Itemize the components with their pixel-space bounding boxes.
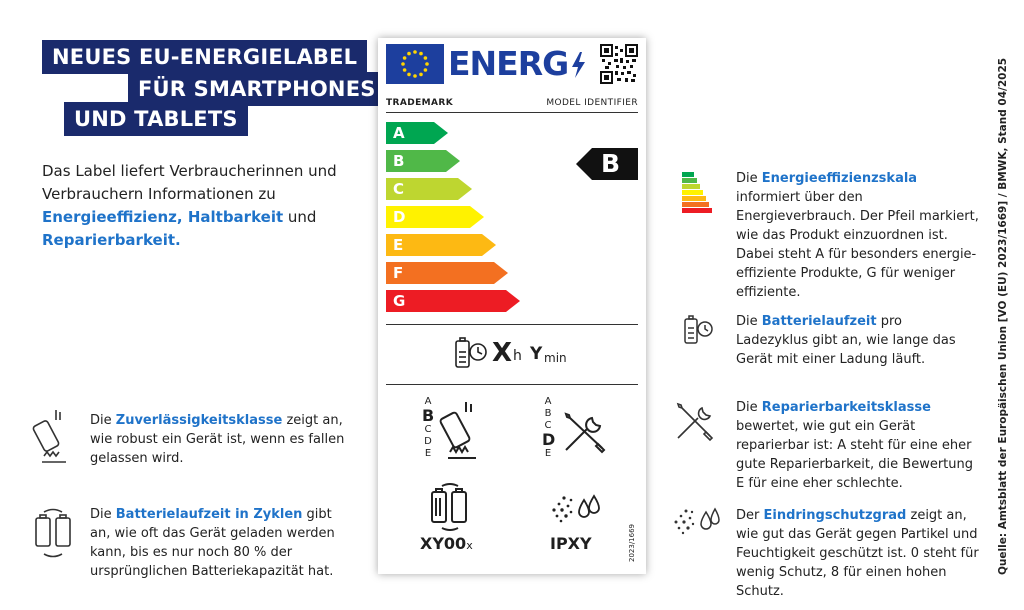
efficiency-class-letter: A [393, 124, 405, 142]
battery-runtime-description: Die Batterielaufzeit pro Ladezyklus gibt an, wie lange das Gerät mit einer Ladung läuft. [736, 314, 956, 367]
title-line-1: NEUES EU-ENERGIELABEL [42, 40, 367, 74]
efficiency-scale-description: Die Energieeffizienzskala informiert über den Energieverbrauch. Der Pfeil markiert, wie das Produkt einzuordnen ist. Dabei steht A für besonders energie-effiziente Produkte, G für weniger effiziente. [736, 171, 979, 300]
ip-value: IPXY [550, 534, 592, 553]
repairability-scale: A B C D E [542, 396, 556, 459]
cycles-value: XY00x [420, 534, 473, 553]
efficiency-class-c [386, 178, 472, 200]
energy-label [378, 38, 646, 574]
trademark-text: TRADEMARK [386, 98, 454, 108]
efficiency-class-d [386, 206, 484, 228]
tools-icon [562, 410, 610, 456]
title-line-3: UND TABLETS [64, 102, 248, 136]
label-header [386, 44, 638, 84]
dust-water-icon [550, 492, 606, 526]
efficiency-class-letter: B [393, 152, 405, 170]
battery-clock-icon [452, 336, 488, 370]
efficiency-class-b [386, 150, 460, 172]
efficiency-class-g [386, 290, 520, 312]
repairability-description: Die Reparierbarkeitsklasse bewertet, wie gut ein Gerät reparierbar ist: A steht für eine eher gute Reparierbarkeit, die Bewertung E für eine eher schlechte. [736, 400, 973, 491]
drop-phone-icon [438, 398, 486, 464]
rating-letter: B [601, 149, 621, 178]
efficiency-class-letter: E [393, 236, 404, 254]
battery-minutes-unit: min [544, 351, 567, 365]
tools-icon [674, 402, 718, 444]
efficiency-class-a [386, 122, 448, 144]
efficiency-class-letter: G [393, 292, 406, 310]
title-line-2: FÜR SMARTPHONES [128, 72, 386, 106]
efficiency-scale-icon [682, 172, 712, 216]
efficiency-class-letter: F [393, 264, 404, 282]
label-divider [386, 384, 638, 385]
rating-arrow [576, 148, 638, 180]
battery-endurance-row [452, 336, 582, 370]
battery-cycles-description: Die Batterielaufzeit in Zyklen gibt an, wie oft das Gerät geladen werden kann, bis es nur noch 80 % der ursprünglichen Batteriekapazität hat. [90, 507, 335, 579]
dust-water-icon [672, 506, 724, 538]
label-divider [386, 112, 638, 113]
eu-flag-icon [386, 44, 444, 84]
energ-logo: ENERG [448, 44, 598, 84]
reliability-scale: A B C D E [422, 396, 435, 459]
efficiency-class-e [386, 234, 496, 256]
battery-hours-unit: h [513, 348, 522, 364]
battery-cycles-icon [428, 482, 470, 532]
regulation-number: 2023/1669 [628, 524, 636, 562]
intro-text: Das Label liefert Verbraucherinnen und Verbrauchern Informationen zu Energieeffizienz, Haltbarkeit und Reparierbarkeit. [42, 162, 337, 249]
battery-clock-icon [682, 314, 714, 346]
label-divider [386, 324, 638, 325]
efficiency-class-letter: C [393, 180, 405, 198]
battery-minutes-value: Y [530, 344, 543, 364]
model-identifier-text: MODEL IDENTIFIER [546, 98, 638, 108]
qr-code-icon [600, 44, 638, 84]
efficiency-class-f [386, 262, 508, 284]
reliability-description: Die Zuverlässigkeitsklasse zeigt an, wie robust ein Gerät ist, wenn es fallen gelassen wird. [90, 413, 345, 466]
drop-phone-icon [32, 408, 74, 468]
battery-cycles-icon [32, 508, 74, 558]
ingress-protection-description: Der Eindringschutzgrad zeigt an, wie gut das Gerät gegen Partikel und Feuchtigkeit geschützt ist. 0 steht für wenig Schutz, 8 für einen hohen Schutz. [736, 508, 979, 599]
efficiency-class-letter: D [393, 208, 406, 226]
battery-hours-value: X [492, 338, 513, 368]
source-note: Quelle: Amtsblatt der Europäischen Union [VO (EU) 2023/1669] / BMWK, Stand 04/2025 [997, 57, 1009, 575]
